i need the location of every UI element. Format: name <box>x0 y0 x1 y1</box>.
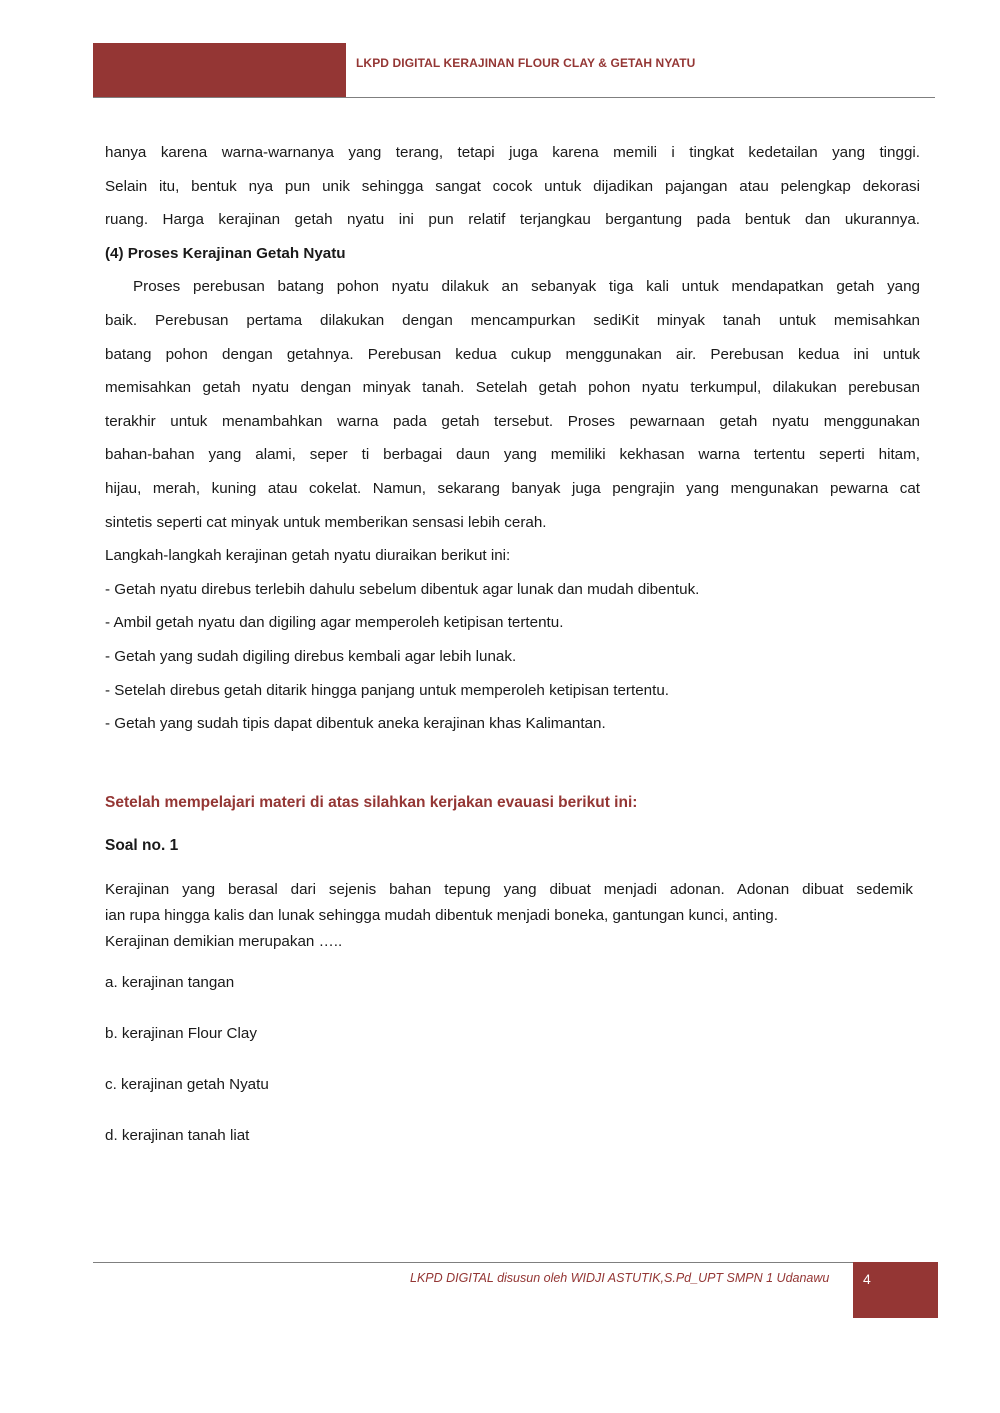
step-item: - Setelah direbus getah ditarik hingga panjang untuk memperoleh ketipisan tertentu. <box>105 681 669 699</box>
body-line: sintetis seperti cat minyak untuk memberikan sensasi lebih cerah. <box>105 513 547 531</box>
option-d[interactable]: d. kerajinan tanah liat <box>105 1127 250 1144</box>
body-line: hijau, merah, kuning atau cokelat. Namun, sekarang banyak juga pengrajin yang mengunakan pewarna cat <box>105 479 920 497</box>
page-number: 4 <box>863 1271 871 1287</box>
steps-intro: Langkah-langkah kerajinan getah nyatu diuraikan berikut ini: <box>105 547 511 565</box>
step-item: - Getah yang sudah digiling direbus kembali agar lebih lunak. <box>105 647 517 665</box>
option-c[interactable]: c. kerajinan getah Nyatu <box>105 1076 269 1093</box>
body-line: batang pohon dengan getahnya. Perebusan kedua cukup menggunakan air. Perebusan kedua ini untuk <box>105 345 920 363</box>
footer-credit: LKPD DIGITAL disusun oleh WIDJI ASTUTIK,S.Pd_UPT SMPN 1 Udanawu <box>410 1271 830 1285</box>
step-item: - Ambil getah nyatu dan digiling agar memperoleh ketipisan tertentu. <box>105 614 564 632</box>
body-line: bahan-bahan yang alami, seper ti berbagai daun yang memiliki kekhasan warna tertentu seperti hitam, <box>105 446 920 464</box>
section-heading: (4) Proses Kerajinan Getah Nyatu <box>105 244 346 262</box>
header-title: LKPD DIGITAL KERAJINAN FLOUR CLAY & GETAH NYATU <box>356 56 696 70</box>
step-item: - Getah nyatu direbus terlebih dahulu sebelum dibentuk agar lunak dan mudah dibentuk. <box>105 580 700 598</box>
step-item: - Getah yang sudah tipis dapat dibentuk aneka kerajinan khas Kalimantan. <box>105 715 606 733</box>
option-a[interactable]: a. kerajinan tangan <box>105 974 235 991</box>
question-number: Soal no. 1 <box>105 837 179 854</box>
body-line: baik. Perebusan pertama dilakukan dengan mencampurkan sediKit minyak tanah untuk memisahkan <box>105 311 920 329</box>
option-b[interactable]: b. kerajinan Flour Clay <box>105 1025 257 1042</box>
header-accent-block <box>93 43 346 97</box>
body-line: Selain itu, bentuk nya pun unik sehingga sangat cocok untuk dijadikan pajangan atau pelengkap dekorasi <box>105 177 920 195</box>
body-line: ruang. Harga kerajinan getah nyatu ini pun relatif terjangkau bergantung pada bentuk dan ukurannya. <box>105 211 920 229</box>
question-line: ian rupa hingga kalis dan lunak sehingga mudah dibentuk menjadi boneka, gantungan kunci, anting. <box>105 907 778 924</box>
body-line: memisahkan getah nyatu dengan minyak tanah. Setelah getah pohon nyatu terkumpul, dilakukan perebusan <box>105 379 920 397</box>
body-line: hanya karena warna-warnanya yang terang, tetapi juga karena memili i tingkat kedetailan yang tinggi. <box>105 144 920 161</box>
header-divider <box>93 97 935 98</box>
body-line: terakhir untuk menambahkan warna pada getah tersebut. Proses pewarnaan getah nyatu menggunakan <box>105 412 920 430</box>
question-text <box>105 878 913 956</box>
question-line: Kerajinan demikian merupakan ….. <box>105 933 343 950</box>
body-line: Proses perebusan batang pohon nyatu dilakuk an sebanyak tiga kali untuk mendapatkan getah yang <box>133 278 920 296</box>
answer-options <box>105 972 269 1176</box>
footer-divider <box>93 1262 853 1263</box>
question-line: Kerajinan yang berasal dari sejenis bahan tepung yang dibuat menjadi adonan. Adonan dibuat sedemik <box>105 881 913 898</box>
evaluation-heading: Setelah mempelajari materi di atas silahkan kerjakan evauasi berikut ini: <box>105 794 638 811</box>
body-text <box>105 140 920 745</box>
